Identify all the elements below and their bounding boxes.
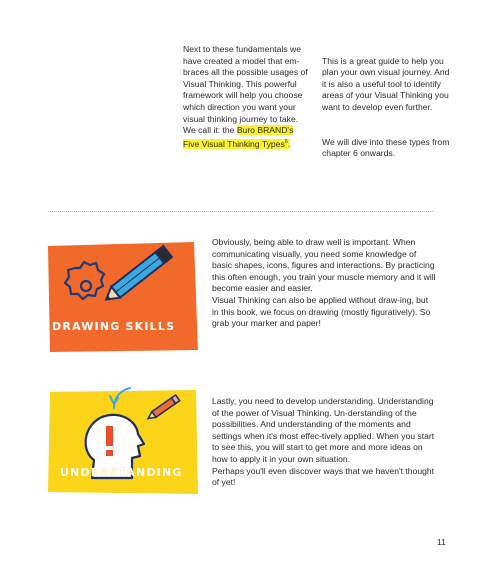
drawing-skills-illustration	[44, 230, 204, 358]
highlight-period: .	[287, 138, 291, 149]
highlight-text: Buro BRAND's Five Visual Thinking Types	[183, 125, 294, 149]
intro-left-text: Next to these fundamentals we have created a model that em- braces all the possible usages of Visual Thinking. This powerful framework will help you choose which direction you want your visual thinking journey to take. We call it: the	[183, 44, 308, 136]
exclamation-bar	[106, 426, 113, 446]
understanding-caption: UNDERSTANDING	[60, 466, 183, 479]
understanding-paragraph-1: Lastly, you need to develop understanding. Understanding of the power of Visual Thinking. Un-derstanding of the possibilities. And understanding of the moments and settings when it's most effec-tively applied. When you start to see this, you will start to get more and more ideas on how to apply it in your own situation.	[212, 396, 435, 464]
orange-card-background	[48, 242, 198, 352]
drawing-paragraph-1: Obviously, being able to draw well is important. When communicating visually, you need some knowledge of basic shapes, icons, figures and interactions. By practicing this often enough, you train your muscle memory and it will become easier and easier.	[212, 237, 436, 294]
drawing-paragraph-2: Visual Thinking can also be applied without draw-ing, but in this book, we focus on drawing (mostly figuratively). So grab your marker and paper!	[212, 294, 431, 329]
intro-right-paragraph-2: We will dive into these types from chapter 6 onwards.	[322, 136, 450, 159]
intro-right-paragraph-1: This is a great guide to help you plan your own visual journey. And it is also a useful tool to identify areas of your Visual Thinking you want to develop even further.	[322, 55, 450, 112]
understanding-text	[212, 396, 437, 489]
understanding-paragraph-2: Perhaps you'll even discover ways that we haven't thought of yet!	[212, 465, 435, 488]
drawing-skills-text	[212, 237, 437, 330]
intro-right-column	[322, 44, 452, 172]
drawing-skills-caption: DRAWING SKILLS	[52, 320, 176, 333]
section-divider	[48, 211, 433, 212]
page-number: 11	[437, 537, 446, 547]
footnote-marker: 6	[284, 138, 288, 145]
intro-left-column	[183, 44, 311, 150]
exclamation-dot	[106, 450, 113, 456]
